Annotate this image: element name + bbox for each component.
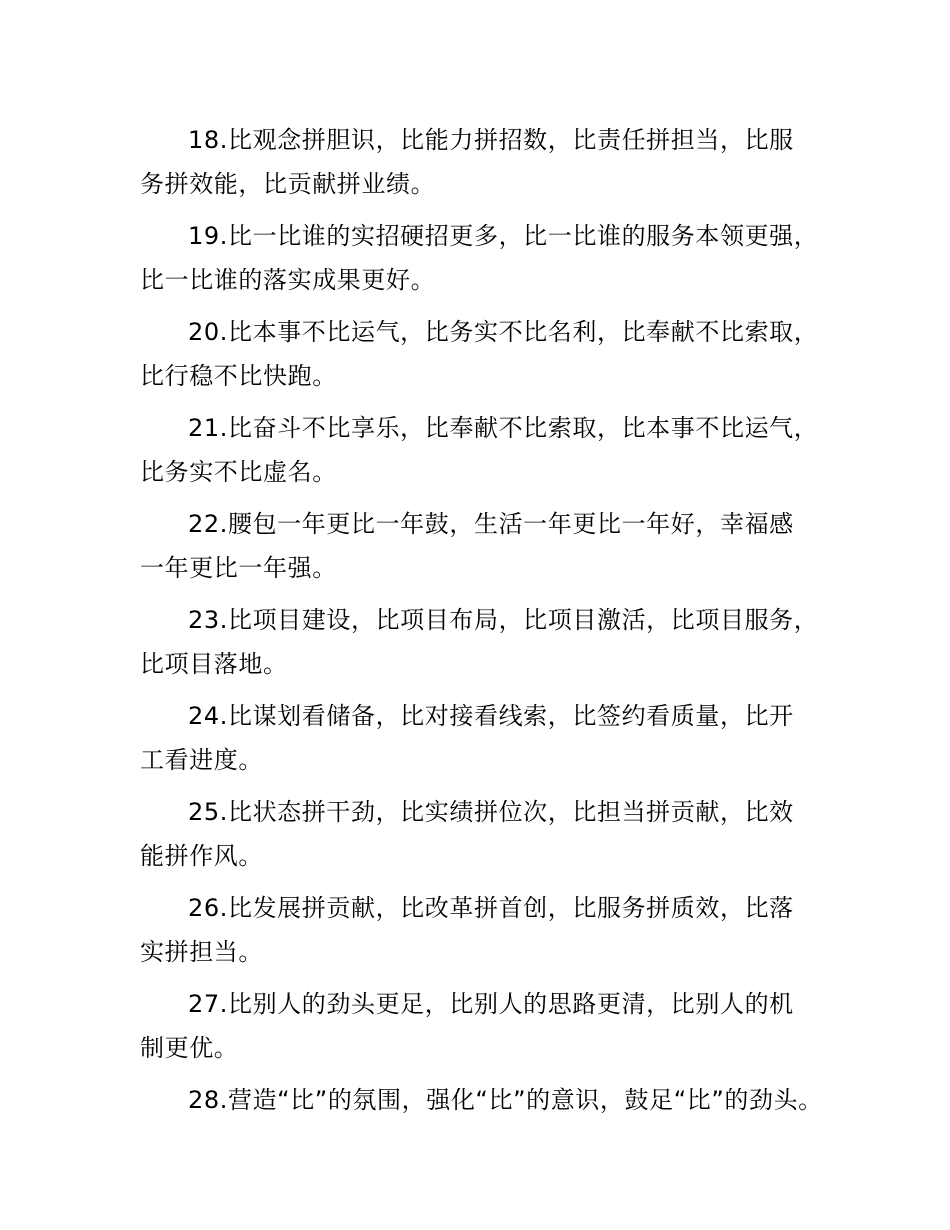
paragraph-28 (140, 1078, 834, 1122)
paragraph-line: 24.比谋划看储备，比对接看线索，比签约看质量，比开 (188, 702, 794, 730)
paragraph-line: 比务实不比虚名。 (140, 458, 337, 486)
paragraph-18 (140, 118, 834, 206)
paragraph-22 (140, 502, 834, 590)
paragraph-line: 制更优。 (140, 1034, 239, 1062)
paragraph-23 (140, 598, 834, 686)
paragraph-line: 比行稳不比快跑。 (140, 362, 337, 390)
paragraph-line: 19.比一比谁的实招硬招更多，比一比谁的服务本领更强， (188, 222, 819, 250)
paragraph-line: 工看进度。 (140, 746, 263, 774)
paragraph-line: 务拼效能，比贡献拼业绩。 (140, 170, 436, 198)
paragraph-21 (140, 406, 834, 494)
paragraph-24 (140, 694, 834, 782)
paragraph-line: 23.比项目建设，比项目布局，比项目激活，比项目服务， (188, 606, 819, 634)
paragraph-line: 实拼担当。 (140, 938, 263, 966)
paragraph-26 (140, 886, 834, 974)
paragraph-line: 比一比谁的落实成果更好。 (140, 266, 436, 294)
paragraph-line: 27.比别人的劲头更足，比别人的思路更清，比别人的机 (188, 990, 794, 1018)
document-page (140, 118, 834, 1130)
paragraph-line: 能拼作风。 (140, 842, 263, 870)
paragraph-27 (140, 982, 834, 1070)
paragraph-20 (140, 310, 834, 398)
paragraph-line: 20.比本事不比运气，比务实不比名利，比奉献不比索取， (188, 318, 819, 346)
paragraph-line: 比项目落地。 (140, 650, 288, 678)
paragraph-19 (140, 214, 834, 302)
paragraph-line: 28.营造“比”的氛围，强化“比”的意识，鼓足“比”的劲头。 (188, 1086, 823, 1114)
paragraph-line: 18.比观念拼胆识，比能力拼招数，比责任拼担当，比服 (188, 126, 794, 154)
paragraph-25 (140, 790, 834, 878)
paragraph-line: 22.腰包一年更比一年鼓，生活一年更比一年好，幸福感 (188, 510, 794, 538)
paragraph-line: 25.比状态拼干劲，比实绩拼位次，比担当拼贡献，比效 (188, 798, 794, 826)
paragraph-line: 26.比发展拼贡献，比改革拼首创，比服务拼质效，比落 (188, 894, 794, 922)
paragraph-line: 21.比奋斗不比享乐，比奉献不比索取，比本事不比运气， (188, 414, 819, 442)
paragraph-line: 一年更比一年强。 (140, 554, 337, 582)
